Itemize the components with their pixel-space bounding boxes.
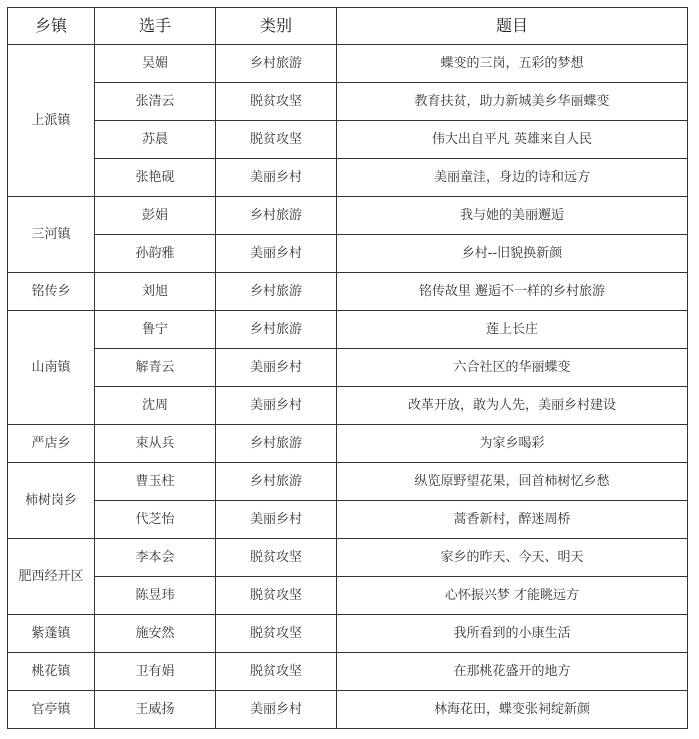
header-contestant: 选手 bbox=[95, 8, 216, 45]
topic-cell: 教育扶贫，助力新城美乡华丽蝶变 bbox=[337, 83, 688, 121]
topic-cell: 美丽童洼，身边的诗和远方 bbox=[337, 159, 688, 197]
contestant-cell: 束从兵 bbox=[95, 425, 216, 463]
town-cell: 紫蓬镇 bbox=[8, 615, 95, 653]
contestant-cell: 解青云 bbox=[95, 349, 216, 387]
category-cell: 脱贫攻坚 bbox=[216, 539, 337, 577]
topic-cell: 为家乡喝彩 bbox=[337, 425, 688, 463]
contestant-cell: 鲁宁 bbox=[95, 311, 216, 349]
category-cell: 美丽乡村 bbox=[216, 691, 337, 729]
table-body bbox=[8, 45, 688, 729]
topic-cell: 蝶变的三岗，五彩的梦想 bbox=[337, 45, 688, 83]
topic-cell: 纵览原野望花果，回首柿树忆乡愁 bbox=[337, 463, 688, 501]
table-row bbox=[8, 235, 688, 273]
header-category: 类别 bbox=[216, 8, 337, 45]
town-cell: 肥西经开区 bbox=[8, 539, 95, 615]
header-topic: 题目 bbox=[337, 8, 688, 45]
category-cell: 美丽乡村 bbox=[216, 349, 337, 387]
category-cell: 乡村旅游 bbox=[216, 311, 337, 349]
contestant-cell: 陈昱玮 bbox=[95, 577, 216, 615]
table-row bbox=[8, 159, 688, 197]
table-row bbox=[8, 311, 688, 349]
topic-cell: 在那桃花盛开的地方 bbox=[337, 653, 688, 691]
town-cell: 严店乡 bbox=[8, 425, 95, 463]
category-cell: 脱贫攻坚 bbox=[216, 83, 337, 121]
table-row bbox=[8, 539, 688, 577]
category-cell: 脱贫攻坚 bbox=[216, 615, 337, 653]
category-cell: 美丽乡村 bbox=[216, 235, 337, 273]
table-row bbox=[8, 45, 688, 83]
category-cell: 乡村旅游 bbox=[216, 463, 337, 501]
contestants-table bbox=[7, 7, 688, 729]
header-row bbox=[8, 8, 688, 45]
topic-cell: 铭传故里 邂逅不一样的乡村旅游 bbox=[337, 273, 688, 311]
contestant-cell: 刘旭 bbox=[95, 273, 216, 311]
category-cell: 脱贫攻坚 bbox=[216, 121, 337, 159]
topic-cell: 乡村--旧貌换新颜 bbox=[337, 235, 688, 273]
table-row bbox=[8, 387, 688, 425]
table-row bbox=[8, 349, 688, 387]
table-row bbox=[8, 463, 688, 501]
category-cell: 脱贫攻坚 bbox=[216, 653, 337, 691]
contestant-cell: 张清云 bbox=[95, 83, 216, 121]
category-cell: 美丽乡村 bbox=[216, 159, 337, 197]
contestant-cell: 曹玉柱 bbox=[95, 463, 216, 501]
topic-cell: 林海花田，蝶变张祠绽新颜 bbox=[337, 691, 688, 729]
table-row bbox=[8, 501, 688, 539]
topic-cell: 六合社区的华丽蝶变 bbox=[337, 349, 688, 387]
topic-cell: 我所看到的小康生活 bbox=[337, 615, 688, 653]
category-cell: 美丽乡村 bbox=[216, 387, 337, 425]
town-cell: 桃花镇 bbox=[8, 653, 95, 691]
table-row bbox=[8, 425, 688, 463]
town-cell: 上派镇 bbox=[8, 45, 95, 197]
contestant-cell: 吴媚 bbox=[95, 45, 216, 83]
contestant-cell: 代芝怡 bbox=[95, 501, 216, 539]
topic-cell: 蒿香新村，醉迷周桥 bbox=[337, 501, 688, 539]
contestant-cell: 孙韵雅 bbox=[95, 235, 216, 273]
town-cell: 官亭镇 bbox=[8, 691, 95, 729]
topic-cell: 家乡的昨天、今天、明天 bbox=[337, 539, 688, 577]
contestant-cell: 卫有娟 bbox=[95, 653, 216, 691]
topic-cell: 我与她的美丽邂逅 bbox=[337, 197, 688, 235]
header-town: 乡镇 bbox=[8, 8, 95, 45]
table-row bbox=[8, 691, 688, 729]
category-cell: 乡村旅游 bbox=[216, 197, 337, 235]
topic-cell: 莲上长庄 bbox=[337, 311, 688, 349]
table-row bbox=[8, 121, 688, 159]
contestant-cell: 李本会 bbox=[95, 539, 216, 577]
category-cell: 乡村旅游 bbox=[216, 273, 337, 311]
category-cell: 乡村旅游 bbox=[216, 425, 337, 463]
contestant-cell: 王威扬 bbox=[95, 691, 216, 729]
table-row bbox=[8, 197, 688, 235]
contestant-cell: 张艳砚 bbox=[95, 159, 216, 197]
table-row bbox=[8, 653, 688, 691]
contestant-cell: 苏晨 bbox=[95, 121, 216, 159]
contestant-cell: 沈周 bbox=[95, 387, 216, 425]
category-cell: 脱贫攻坚 bbox=[216, 577, 337, 615]
topic-cell: 改革开放，敢为人先，美丽乡村建设 bbox=[337, 387, 688, 425]
category-cell: 美丽乡村 bbox=[216, 501, 337, 539]
topic-cell: 心怀振兴梦 才能眺远方 bbox=[337, 577, 688, 615]
table-row bbox=[8, 83, 688, 121]
town-cell: 山南镇 bbox=[8, 311, 95, 425]
table-row bbox=[8, 615, 688, 653]
town-cell: 柿树岗乡 bbox=[8, 463, 95, 539]
category-cell: 乡村旅游 bbox=[216, 45, 337, 83]
contestant-cell: 施安然 bbox=[95, 615, 216, 653]
town-cell: 三河镇 bbox=[8, 197, 95, 273]
table-row bbox=[8, 273, 688, 311]
table-row bbox=[8, 577, 688, 615]
town-cell: 铭传乡 bbox=[8, 273, 95, 311]
contestant-cell: 彭娟 bbox=[95, 197, 216, 235]
topic-cell: 伟大出自平凡 英雄来自人民 bbox=[337, 121, 688, 159]
